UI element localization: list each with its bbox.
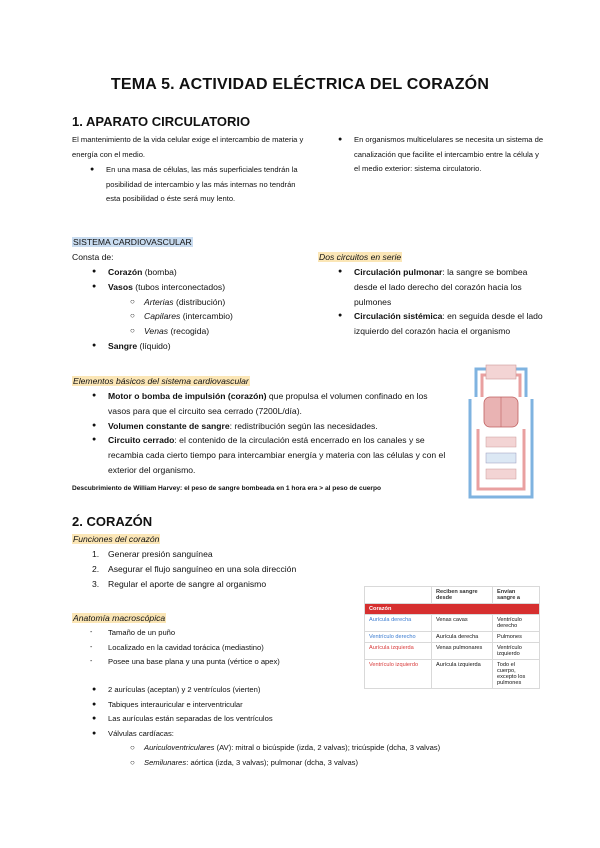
harvey-note: Descubrimiento de William Harvey: el peso de sangre bombeada en 1 hora era > al peso de cuerpo [72,485,382,492]
list-item: ○ Semilunares: aórtica (izda, 3 valvas); pulmonar (dcha, 3 valvas) [144,756,548,771]
anatomia-dash-list [108,626,348,670]
list-item: ○ Arterias (distribución) [144,295,308,310]
list-item: ○ Auriculoventriculares (AV): mitral o bicúspide (izda, 2 valvas); tricúspide (dcha, 3 valvas) [144,741,548,756]
section1-right-bullet: ● En organismos multicelulares se necesita un sistema de canalización que facilite el intercambio entre la célula y el medio exterior: sistema circulatorio. [354,133,544,177]
table-header-row: Reciben sangre desde Envían sangre a [365,587,540,604]
section1-left-bullet: ● En una masa de células, las más superficiales tendrán la posibilidad de intercambio y las más internas no tendrán esta posibilidad o éste será muy lento. [106,163,304,207]
cardio-list [108,265,308,354]
list-item: ● Corazón (bomba) [108,265,308,280]
list-item: 2. Asegurar el flujo sanguíneo en una sola dirección [92,563,297,574]
cardio-heading: SISTEMA CARDIOVASCULAR [73,237,192,247]
list-item: ● 2 aurículas (aceptan) y 2 ventrículos (vierten) [108,683,548,698]
list-item: ○ Venas (recogida) [144,324,308,339]
list-item: ● Circuito cerrado: el contenido de la circulación está encerrado en los canales y se recambia cada cierto tiempo para intercambiar energía y materia con las células y con el exterior del organismo. [108,433,448,477]
heart-shape [484,397,518,427]
list-item: ● Volumen constante de sangre: redistribución según las necesidades. [108,419,448,434]
circuitos-list [354,265,544,339]
list-item: - Tamaño de un puño [108,626,348,641]
list-item: ● Válvulas cardíacas: [108,727,548,742]
funciones-list [92,547,368,591]
list-item: - Posee una base plana y una punta (vértice o apex) [108,655,348,670]
list-item: 1. Generar presión sanguínea [92,549,213,559]
anatomia-bullet-list [108,683,548,771]
list-item: 3. Regular el aporte de sangre al organismo [92,578,267,589]
section2-heading: 2. CORAZÓN [72,514,153,529]
list-item: ● Vasos (tubos interconectados) [108,280,308,295]
section1-heading: 1. APARATO CIRCULATORIO [72,114,251,129]
table-row: Aurícula derecha Venas cavas Ventrículo derecho [365,615,540,632]
list-item: ● Circulación sistémica: en seguida desde el lado izquierdo del corazón hacia el organismo [354,309,544,339]
heart-flow-table [364,586,540,689]
list-item: ● Motor o bomba de impulsión (corazón) que propulsa el volumen confinado en los vasos para que el circuito sea cerrado (7200L/día). [108,389,448,419]
list-item: ● Tabiques interauricular e interventricular [108,698,548,713]
page-title: TEMA 5. ACTIVIDAD ELÉCTRICA DEL CORAZÓN [110,76,490,93]
consta-de: Consta de: [72,252,114,262]
table-band: Corazón [365,604,540,615]
list-item: ○ Capilares (intercambio) [144,309,308,324]
circulation-diagram [456,357,546,507]
section1-left-paragraph: El mantenimiento de la vida celular exige el intercambio de materia y energía con el medio. [72,135,304,159]
table-row: Ventrículo izquierdo Aurícula izquierda Todo el cuerpo, excepto los pulmones [365,660,540,689]
list-item: ● Circulación pulmonar: la sangre se bombea desde el lado derecho del corazón hacia los pulmones [354,265,544,309]
list-item: ● Las aurículas están separadas de los ventrículos [108,712,548,727]
table-row: Ventrículo derecho Aurícula derecha Pulmones [365,632,540,643]
table-row: Aurícula izquierda Venas pulmonares Ventrículo izquierdo [365,643,540,660]
list-item: - Localizado en la cavidad torácica (mediastino) [108,641,348,656]
funciones-heading: Funciones del corazón [73,534,160,544]
elementos-list [108,389,448,478]
list-item: ● Sangre (líquido) [108,339,308,354]
elementos-heading: Elementos básicos del sistema cardiovascular [73,376,249,386]
anatomia-heading: Anatomía macroscópica [73,613,166,623]
dos-circuitos-heading: Dos circuitos en serie [319,252,402,262]
